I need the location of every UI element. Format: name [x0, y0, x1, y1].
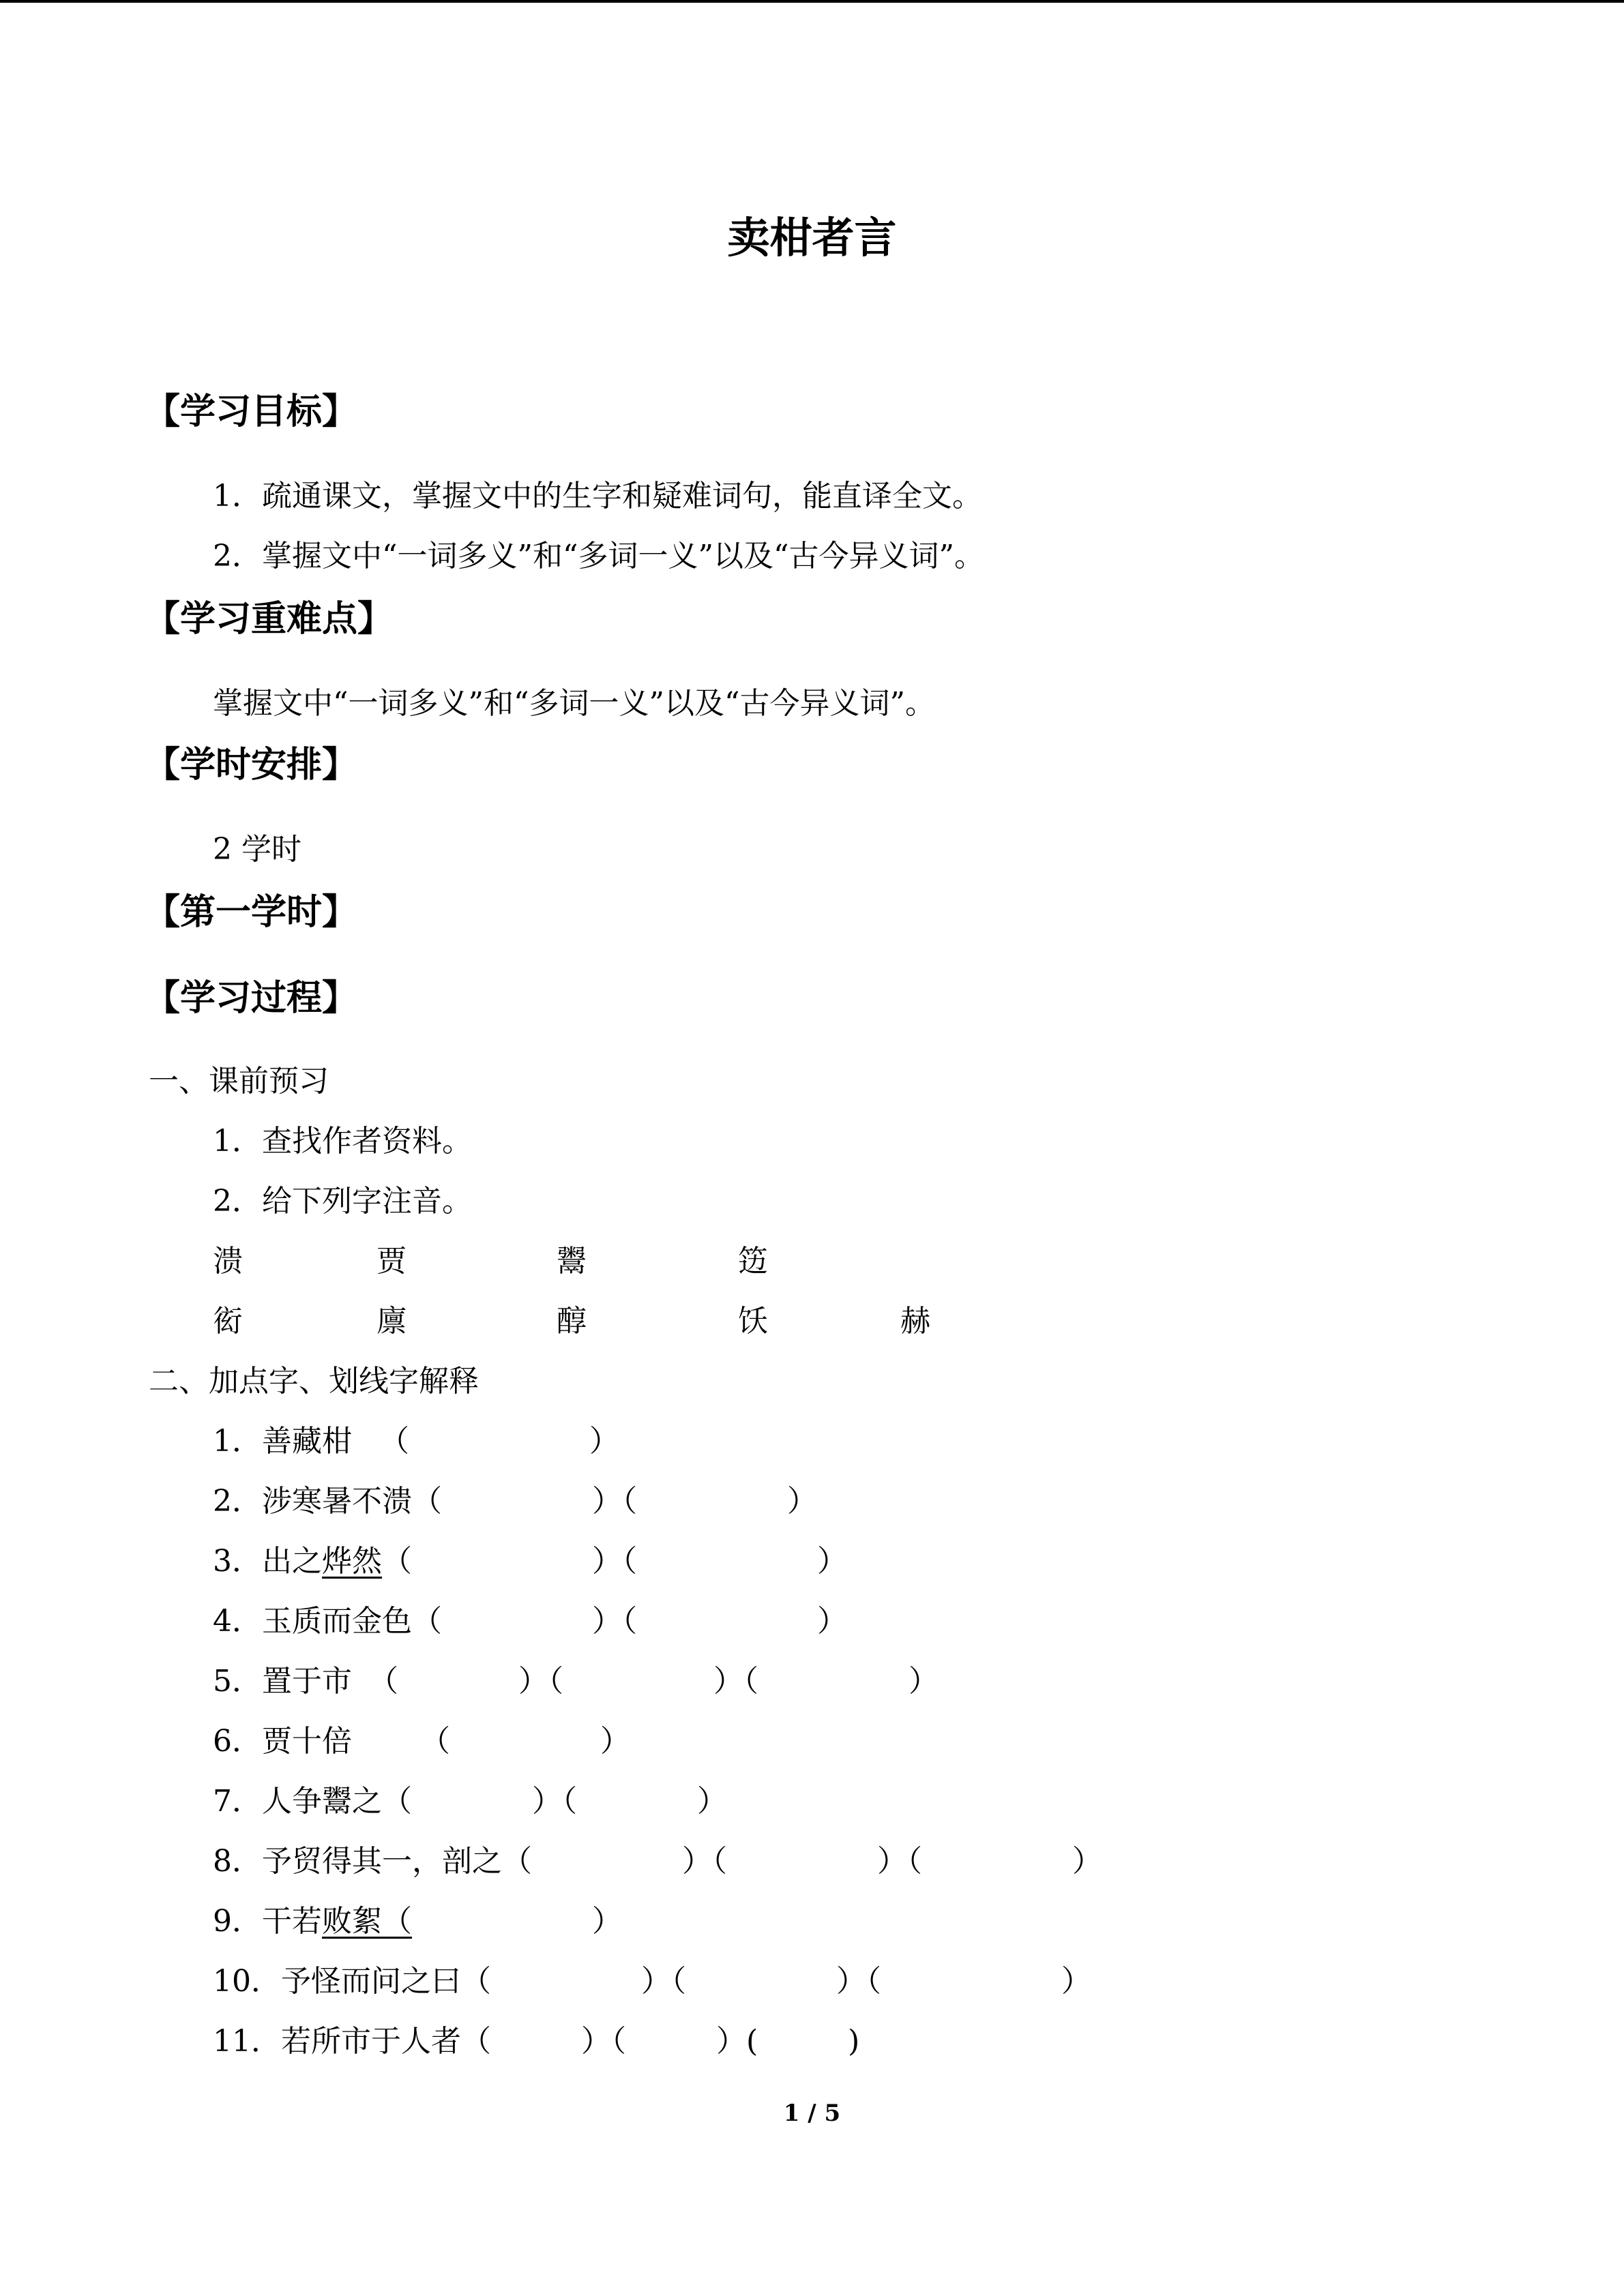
goal-2: 2．掌握文中“一词多义”和“多词一义”以及“古今异义词”。 — [213, 539, 984, 573]
section-process: 【学习过程】 — [145, 977, 358, 1019]
exercise-item: 10．予怪而问之曰（ ）（ ）（ ） — [213, 1964, 1091, 1999]
exercise-item: 11．若所市于人者（ ）（ ）( ) — [213, 2024, 860, 2059]
part1-q1: 1．查找作者资料。 — [213, 1124, 472, 1159]
part1-q2: 2．给下列字注音。 — [213, 1184, 472, 1219]
underlined-word: 败絮（ — [322, 1904, 412, 1939]
pinyin-char: 饫 — [738, 1304, 768, 1339]
exercise-item: 4．玉质而金色（ ）（ ） — [213, 1604, 847, 1639]
exercise-item: 6．贾十倍 （ ） — [213, 1724, 630, 1759]
part2-heading: 二、加点字、划线字解释 — [149, 1364, 479, 1399]
pinyin-char: 赫 — [900, 1304, 930, 1339]
exercise-item: 5．置于市 （ ）（ ）（ ） — [213, 1664, 939, 1699]
pinyin-char: 衒 — [213, 1304, 243, 1339]
goal-1: 1．疏通课文，掌握文中的生字和疑难词句，能直译全文。 — [213, 479, 982, 513]
section-period-1: 【第一学时】 — [145, 891, 358, 933]
exercise-item: 2．涉寒暑不溃（ ）（ ） — [213, 1484, 817, 1519]
section-goals: 【学习目标】 — [145, 391, 358, 432]
section-key-points: 【学习重难点】 — [145, 598, 394, 640]
exercise-item: 8．予贸得其一，剖之（ ）（ ）（ ） — [213, 1844, 1102, 1879]
pinyin-char: 廪 — [377, 1304, 407, 1339]
pinyin-char: 鬻 — [557, 1244, 587, 1279]
exercise-item: 3．出之烨然（ ）（ ） — [213, 1544, 847, 1579]
pinyin-char: 溃 — [213, 1244, 243, 1279]
page-number: 1 / 5 — [783, 2100, 841, 2127]
underlined-word: 烨然 — [322, 1544, 382, 1579]
exercise-item: 9．干若败絮（ ） — [213, 1904, 622, 1939]
part1-heading: 一、课前预习 — [149, 1064, 329, 1099]
top-border — [0, 0, 1624, 3]
pinyin-char: 笾 — [738, 1244, 768, 1279]
schedule-text: 2 学时 — [213, 832, 301, 867]
exercise-item: 7．人争鬻之（ ）（ ） — [213, 1784, 727, 1819]
page-title: 卖柑者言 — [727, 213, 897, 263]
key-points-text: 掌握文中“一词多义”和“多词一义”以及“古今异义词”。 — [213, 686, 935, 721]
pinyin-char: 贾 — [377, 1244, 407, 1279]
pinyin-char: 醇 — [557, 1304, 587, 1339]
exercise-item: 1．善藏柑 （ ） — [213, 1424, 619, 1459]
section-schedule: 【学时安排】 — [145, 744, 358, 786]
